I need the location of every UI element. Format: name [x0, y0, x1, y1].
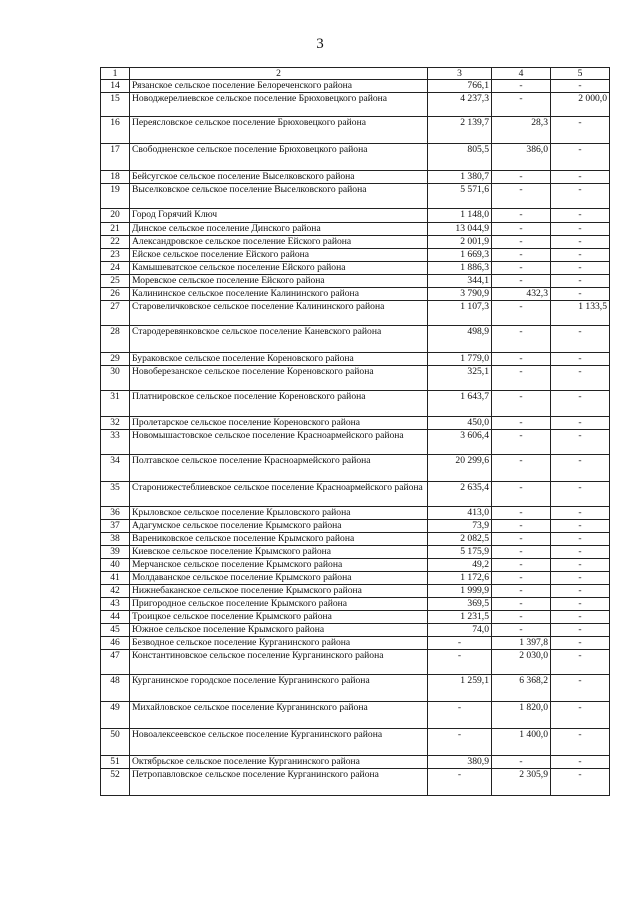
value-col3: 73,9	[428, 520, 492, 533]
settlement-name: Октябрьское сельское поселение Курганинского района	[130, 756, 428, 769]
table-row	[101, 236, 610, 249]
column-number-row	[101, 68, 610, 80]
row-number: 35	[101, 482, 130, 507]
row-number: 14	[101, 80, 130, 93]
value-col5: -	[551, 117, 610, 144]
value-col4: -	[492, 624, 551, 637]
value-col3: 1 172,6	[428, 572, 492, 585]
row-number: 36	[101, 507, 130, 520]
value-col4: -	[492, 223, 551, 236]
settlement-name: Новоджерелиевское сельское поселение Брюховецкого района	[130, 93, 428, 117]
value-col5: -	[551, 249, 610, 262]
row-number: 48	[101, 675, 130, 702]
value-col3: 1 779,0	[428, 353, 492, 366]
value-col4: 2 305,9	[492, 769, 551, 796]
value-col5: -	[551, 144, 610, 171]
table-row	[101, 559, 610, 572]
settlement-name: Петропавловское сельское поселение Курганинского района	[130, 769, 428, 796]
value-col4: 1 397,8	[492, 637, 551, 650]
value-col3: 1 148,0	[428, 209, 492, 223]
table-row	[101, 585, 610, 598]
value-col4: -	[492, 611, 551, 624]
table-row	[101, 455, 610, 482]
row-number: 49	[101, 702, 130, 729]
value-col5: -	[551, 366, 610, 391]
table-row	[101, 417, 610, 430]
row-number: 42	[101, 585, 130, 598]
column-header: 5	[551, 68, 610, 80]
value-col4: -	[492, 756, 551, 769]
value-col4: -	[492, 430, 551, 455]
row-number: 47	[101, 650, 130, 675]
column-header: 4	[492, 68, 551, 80]
table-row	[101, 650, 610, 675]
row-number: 19	[101, 184, 130, 209]
settlement-name: Старовеличковское сельское поселение Калининского района	[130, 301, 428, 326]
settlement-name: Ейское сельское поселение Ейского района	[130, 249, 428, 262]
row-number: 22	[101, 236, 130, 249]
value-col5: -	[551, 288, 610, 301]
column-header: 1	[101, 68, 130, 80]
settlement-name: Троицкое сельское поселение Крымского района	[130, 611, 428, 624]
settlement-name: Новоберезанское сельское поселение Кореновского района	[130, 366, 428, 391]
row-number: 38	[101, 533, 130, 546]
value-col3: 1 886,3	[428, 262, 492, 275]
settlement-name: Варениковское сельское поселение Крымского района	[130, 533, 428, 546]
value-col5: -	[551, 624, 610, 637]
value-col5: -	[551, 262, 610, 275]
value-col3: 450,0	[428, 417, 492, 430]
table-row	[101, 598, 610, 611]
value-col3: 20 299,6	[428, 455, 492, 482]
table-row	[101, 353, 610, 366]
settlement-name: Новоалексеевское сельское поселение Курганинского района	[130, 729, 428, 756]
settlement-name: Александровское сельское поселение Ейского района	[130, 236, 428, 249]
value-col5: -	[551, 326, 610, 353]
value-col3: -	[428, 729, 492, 756]
settlement-name: Мерчанское сельское поселение Крымского района	[130, 559, 428, 572]
table-row	[101, 262, 610, 275]
value-col4: -	[492, 275, 551, 288]
row-number: 24	[101, 262, 130, 275]
table-row	[101, 533, 610, 546]
value-col3: 1 380,7	[428, 171, 492, 184]
value-col4: -	[492, 572, 551, 585]
value-col3: 344,1	[428, 275, 492, 288]
value-col3: 413,0	[428, 507, 492, 520]
value-col3: 49,2	[428, 559, 492, 572]
table-row	[101, 675, 610, 702]
row-number: 31	[101, 391, 130, 417]
value-col3: 2 139,7	[428, 117, 492, 144]
value-col3: 2 001,9	[428, 236, 492, 249]
settlement-name: Старонижестеблиевское сельское поселение Красноармейского района	[130, 482, 428, 507]
settlement-name: Выселковское сельское поселение Выселковского района	[130, 184, 428, 209]
value-col3: -	[428, 637, 492, 650]
row-number: 41	[101, 572, 130, 585]
settlement-name: Нижнебаканское сельское поселение Крымского района	[130, 585, 428, 598]
value-col4: -	[492, 598, 551, 611]
row-number: 16	[101, 117, 130, 144]
row-number: 27	[101, 301, 130, 326]
value-col5: -	[551, 598, 610, 611]
row-number: 29	[101, 353, 130, 366]
table-row	[101, 729, 610, 756]
value-col5: -	[551, 275, 610, 288]
value-col4: -	[492, 417, 551, 430]
row-number: 20	[101, 209, 130, 223]
row-number: 40	[101, 559, 130, 572]
value-col5: -	[551, 184, 610, 209]
row-number: 28	[101, 326, 130, 353]
value-col4: 1 400,0	[492, 729, 551, 756]
value-col5: -	[551, 650, 610, 675]
value-col4: -	[492, 353, 551, 366]
row-number: 23	[101, 249, 130, 262]
table-row	[101, 756, 610, 769]
settlement-name: Пролетарское сельское поселение Кореновского района	[130, 417, 428, 430]
settlement-name: Михайловское сельское поселение Курганинского района	[130, 702, 428, 729]
value-col3: 13 044,9	[428, 223, 492, 236]
value-col4: -	[492, 391, 551, 417]
table-row	[101, 702, 610, 729]
value-col4: -	[492, 455, 551, 482]
row-number: 52	[101, 769, 130, 796]
value-col5: 2 000,0	[551, 93, 610, 117]
value-col5: -	[551, 769, 610, 796]
value-col3: 1 999,9	[428, 585, 492, 598]
value-col5: -	[551, 572, 610, 585]
value-col4: -	[492, 80, 551, 93]
value-col5: -	[551, 482, 610, 507]
row-number: 17	[101, 144, 130, 171]
value-col5: -	[551, 236, 610, 249]
table-row	[101, 301, 610, 326]
row-number: 37	[101, 520, 130, 533]
value-col4: 28,3	[492, 117, 551, 144]
table-row	[101, 326, 610, 353]
settlement-name: Платнировское сельское поселение Кореновского района	[130, 391, 428, 417]
value-col3: 5 175,9	[428, 546, 492, 559]
table-row	[101, 288, 610, 301]
table-row	[101, 249, 610, 262]
value-col3: -	[428, 702, 492, 729]
settlement-name: Динское сельское поселение Динского района	[130, 223, 428, 236]
value-col5: -	[551, 455, 610, 482]
settlement-name: Южное сельское поселение Крымского района	[130, 624, 428, 637]
table-row	[101, 80, 610, 93]
row-number: 26	[101, 288, 130, 301]
value-col4: 1 820,0	[492, 702, 551, 729]
settlement-name: Полтавское сельское поселение Красноармейского района	[130, 455, 428, 482]
value-col4: -	[492, 93, 551, 117]
value-col5: -	[551, 223, 610, 236]
value-col4: -	[492, 482, 551, 507]
row-number: 33	[101, 430, 130, 455]
table-row	[101, 624, 610, 637]
settlement-name: Безводное сельское поселение Курганинского района	[130, 637, 428, 650]
value-col3: 3 606,4	[428, 430, 492, 455]
settlement-name: Пригородное сельское поселение Крымского района	[130, 598, 428, 611]
value-col5: -	[551, 80, 610, 93]
allocation-table	[100, 67, 610, 796]
row-number: 25	[101, 275, 130, 288]
value-col4: -	[492, 184, 551, 209]
value-col5: -	[551, 391, 610, 417]
value-col4: 2 030,0	[492, 650, 551, 675]
table-row	[101, 611, 610, 624]
value-col4: -	[492, 546, 551, 559]
value-col4: -	[492, 507, 551, 520]
settlement-name: Крыловское сельское поселение Крыловского района	[130, 507, 428, 520]
value-col3: 1 231,5	[428, 611, 492, 624]
table-row	[101, 184, 610, 209]
value-col5: -	[551, 702, 610, 729]
value-col5: -	[551, 546, 610, 559]
value-col4: -	[492, 326, 551, 353]
table-row	[101, 366, 610, 391]
value-col4: -	[492, 236, 551, 249]
settlement-name: Рязанское сельское поселение Белореченского района	[130, 80, 428, 93]
row-number: 50	[101, 729, 130, 756]
row-number: 21	[101, 223, 130, 236]
value-col5: 1 133,5	[551, 301, 610, 326]
row-number: 32	[101, 417, 130, 430]
table-row	[101, 275, 610, 288]
value-col4: 432,3	[492, 288, 551, 301]
value-col5: -	[551, 417, 610, 430]
row-number: 34	[101, 455, 130, 482]
value-col5: -	[551, 533, 610, 546]
value-col4: -	[492, 533, 551, 546]
value-col3: -	[428, 650, 492, 675]
value-col3: 2 082,5	[428, 533, 492, 546]
settlement-name: Бейсугское сельское поселение Выселковского района	[130, 171, 428, 184]
value-col4: -	[492, 171, 551, 184]
table-row	[101, 637, 610, 650]
settlement-name: Моревское сельское поселение Ейского района	[130, 275, 428, 288]
settlement-name: Молдаванское сельское поселение Крымского района	[130, 572, 428, 585]
value-col5: -	[551, 507, 610, 520]
settlement-name: Свободненское сельское поселение Брюховецкого района	[130, 144, 428, 171]
value-col3: 5 571,6	[428, 184, 492, 209]
value-col4: -	[492, 209, 551, 223]
value-col3: 1 259,1	[428, 675, 492, 702]
value-col5: -	[551, 171, 610, 184]
settlement-name: Курганинское городское поселение Курганинского района	[130, 675, 428, 702]
row-number: 51	[101, 756, 130, 769]
table-row	[101, 482, 610, 507]
table-row	[101, 209, 610, 223]
value-col3: 369,5	[428, 598, 492, 611]
value-col3: 3 790,9	[428, 288, 492, 301]
value-col3: 1 669,3	[428, 249, 492, 262]
value-col5: -	[551, 559, 610, 572]
settlement-name: Новомышастовское сельское поселение Красноармейского района	[130, 430, 428, 455]
value-col5: -	[551, 756, 610, 769]
settlement-name: Камышеватское сельское поселение Ейского района	[130, 262, 428, 275]
value-col4: -	[492, 520, 551, 533]
table-row	[101, 430, 610, 455]
row-number: 43	[101, 598, 130, 611]
value-col3: 74,0	[428, 624, 492, 637]
settlement-name: Бураковское сельское поселение Кореновского района	[130, 353, 428, 366]
value-col3: 1 643,7	[428, 391, 492, 417]
value-col4: -	[492, 262, 551, 275]
table-row	[101, 93, 610, 117]
value-col3: 2 635,4	[428, 482, 492, 507]
page-number: 3	[316, 36, 324, 52]
value-col5: -	[551, 430, 610, 455]
table-row	[101, 223, 610, 236]
value-col4: -	[492, 366, 551, 391]
row-number: 15	[101, 93, 130, 117]
settlement-name: Город Горячий Ключ	[130, 209, 428, 223]
value-col5: -	[551, 585, 610, 598]
row-number: 30	[101, 366, 130, 391]
value-col3: 498,9	[428, 326, 492, 353]
row-number: 45	[101, 624, 130, 637]
row-number: 44	[101, 611, 130, 624]
table-row	[101, 520, 610, 533]
settlement-name: Переясловское сельское поселение Брюховецкого района	[130, 117, 428, 144]
value-col4: -	[492, 559, 551, 572]
table-row	[101, 507, 610, 520]
value-col5: -	[551, 675, 610, 702]
value-col5: -	[551, 353, 610, 366]
row-number: 18	[101, 171, 130, 184]
row-number: 46	[101, 637, 130, 650]
table-row	[101, 144, 610, 171]
value-col4: 6 368,2	[492, 675, 551, 702]
table-row	[101, 171, 610, 184]
value-col4: -	[492, 301, 551, 326]
value-col4: -	[492, 585, 551, 598]
value-col5: -	[551, 209, 610, 223]
value-col5: -	[551, 520, 610, 533]
value-col4: -	[492, 249, 551, 262]
value-col3: 766,1	[428, 80, 492, 93]
row-number: 39	[101, 546, 130, 559]
settlement-name: Киевское сельское поселение Крымского района	[130, 546, 428, 559]
column-header: 2	[130, 68, 428, 80]
value-col5: -	[551, 611, 610, 624]
value-col5: -	[551, 637, 610, 650]
settlement-name: Калининское сельское поселение Калининского района	[130, 288, 428, 301]
value-col3: 805,5	[428, 144, 492, 171]
value-col4: 386,0	[492, 144, 551, 171]
settlement-name: Стародеревянковское сельское поселение Каневского района	[130, 326, 428, 353]
table-row	[101, 391, 610, 417]
table-row	[101, 117, 610, 144]
table-row	[101, 572, 610, 585]
value-col3: 325,1	[428, 366, 492, 391]
table-row	[101, 546, 610, 559]
settlement-name: Адагумское сельское поселение Крымского района	[130, 520, 428, 533]
value-col3: 380,9	[428, 756, 492, 769]
value-col5: -	[551, 729, 610, 756]
table-row	[101, 769, 610, 796]
settlement-name: Константиновское сельское поселение Курганинского района	[130, 650, 428, 675]
value-col3: 1 107,3	[428, 301, 492, 326]
value-col3: -	[428, 769, 492, 796]
column-header: 3	[428, 68, 492, 80]
value-col3: 4 237,3	[428, 93, 492, 117]
